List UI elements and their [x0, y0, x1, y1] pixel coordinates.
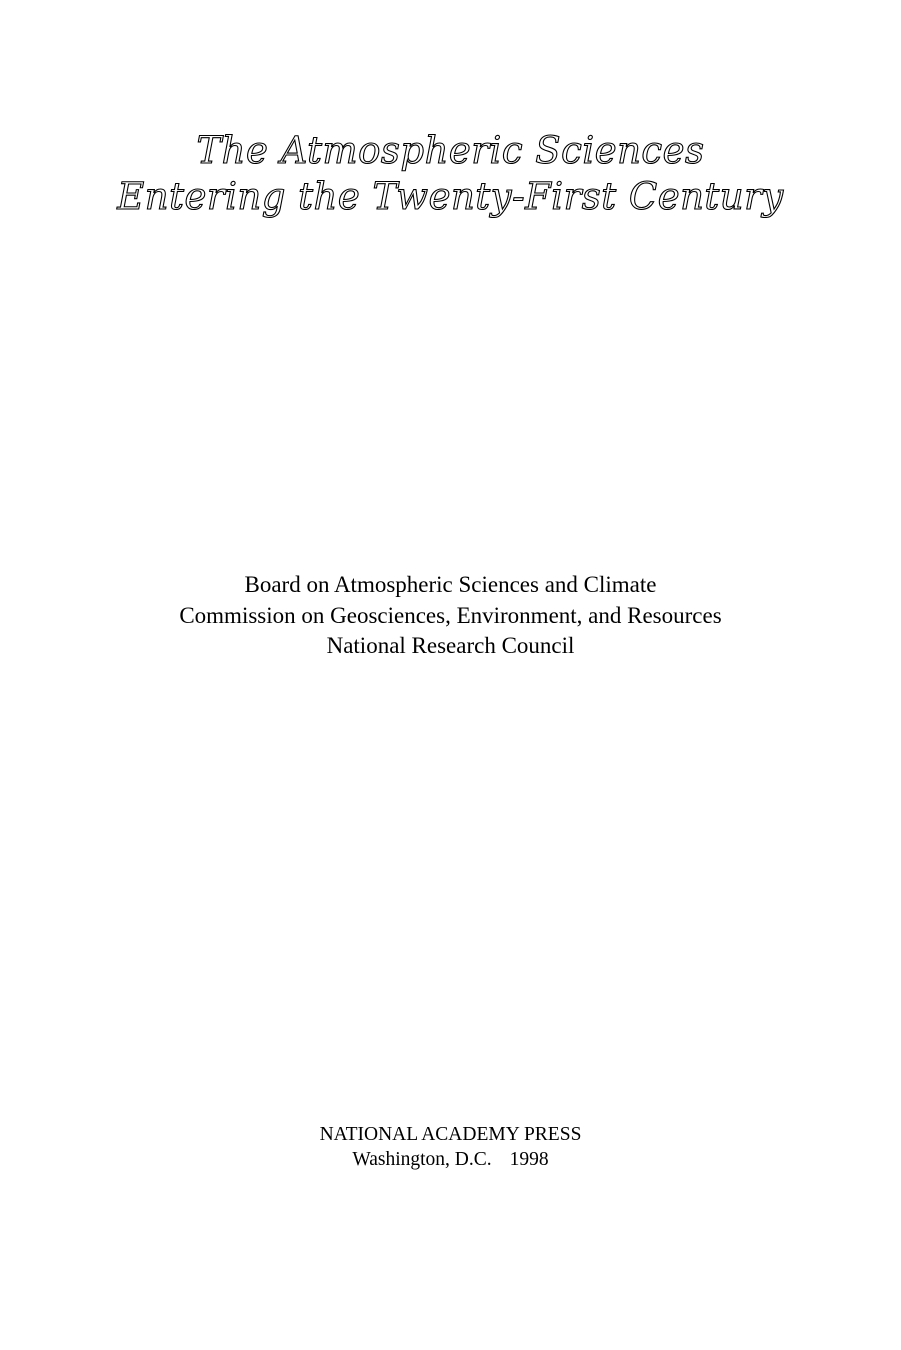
commission-name: Commission on Geosciences, Environment, and Resources	[179, 602, 722, 628]
book-title	[0, 128, 901, 220]
council-name: National Research Council	[326, 633, 575, 658]
book-title-line-2: Entering the Twenty-First Century	[117, 175, 784, 218]
publisher-name: NATIONAL ACADEMY PRESS	[319, 1124, 582, 1145]
publication-place-and-year	[0, 1147, 901, 1172]
book-title-line-1: The Atmospheric Sciences	[196, 129, 705, 172]
authoring-organization	[0, 570, 901, 662]
publisher-imprint	[0, 1122, 901, 1172]
publication-year: 1998	[509, 1149, 549, 1170]
publication-city: Washington, D.C.	[352, 1149, 492, 1170]
board-name: Board on Atmospheric Sciences and Climate	[244, 572, 657, 597]
